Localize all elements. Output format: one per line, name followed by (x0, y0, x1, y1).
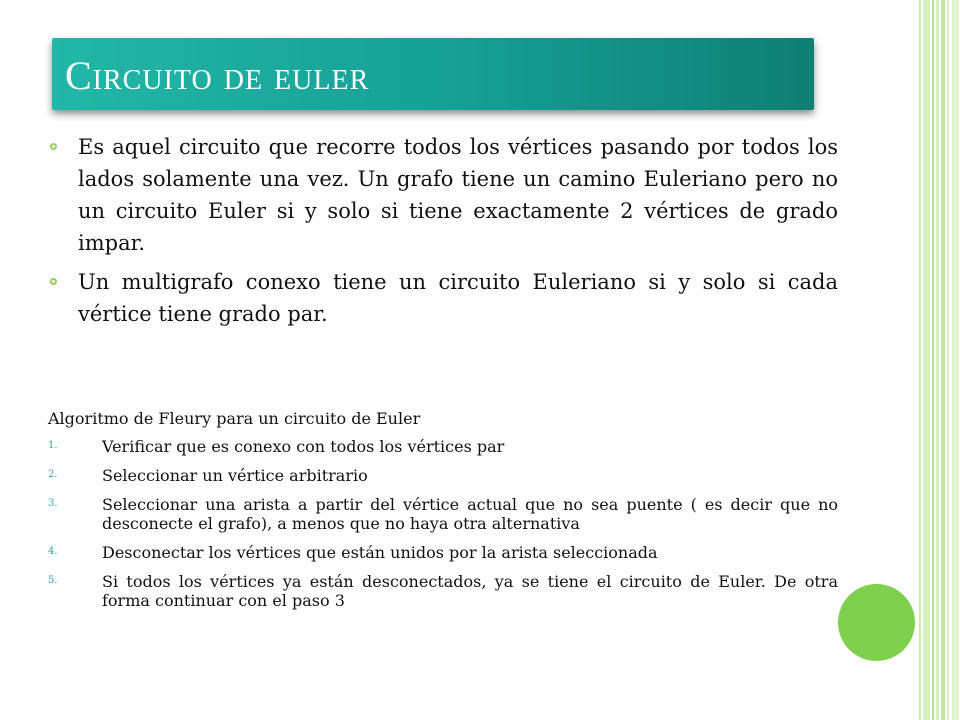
decorative-stripe (947, 0, 949, 720)
bullet-item (48, 131, 838, 259)
bullet-circle-icon (50, 143, 57, 150)
decorative-stripe (941, 0, 945, 720)
algorithm-steps (48, 437, 838, 610)
algorithm-step (48, 466, 838, 485)
step-number: 4. (48, 546, 58, 557)
step-number: 3. (48, 498, 58, 509)
slide-title: Circuito de euler (65, 52, 370, 98)
algorithm-step (48, 572, 838, 610)
decorative-stripe (952, 0, 959, 720)
step-number: 1. (48, 440, 58, 451)
decorative-stripe (923, 0, 930, 720)
algorithm-section (48, 408, 838, 610)
step-text: Si todos los vértices ya están desconectados, ya se tiene el circuito de Euler. De otra forma continuar con el paso 3 (102, 572, 838, 610)
decorative-stripe (919, 0, 921, 720)
step-number: 2. (48, 469, 58, 480)
decorative-circle (838, 584, 915, 661)
bullet-item (48, 266, 838, 330)
step-text: Verificar que es conexo con todos los vértices par (102, 437, 505, 456)
step-text: Seleccionar un vértice arbitrario (102, 466, 368, 485)
decorative-stripe (936, 0, 939, 720)
algorithm-step (48, 495, 838, 533)
decorative-stripe (932, 0, 934, 720)
step-text: Seleccionar una arista a partir del vértice actual que no sea puente ( es decir que no desconecte el grafo), a menos que no haya otra alternativa (102, 495, 838, 533)
bullet-circle-icon (50, 278, 57, 285)
algorithm-step (48, 543, 838, 562)
algorithm-step (48, 437, 838, 456)
step-text: Desconectar los vértices que están unidos por la arista seleccionada (102, 543, 658, 562)
bullet-text: Es aquel circuito que recorre todos los vértices pasando por todos los lados solamente una vez. Un grafo tiene un camino Euleriano pero no un circuito Euler si y solo si tiene exactamente 2 vértices de grado impar. (78, 135, 838, 255)
algorithm-title: Algoritmo de Fleury para un circuito de Euler (48, 409, 421, 428)
step-number: 5. (48, 575, 58, 586)
bullet-list (48, 131, 838, 330)
title-banner (52, 38, 814, 110)
bullet-text: Un multigrafo conexo tiene un circuito Euleriano si y solo si cada vértice tiene grado par. (78, 270, 838, 326)
